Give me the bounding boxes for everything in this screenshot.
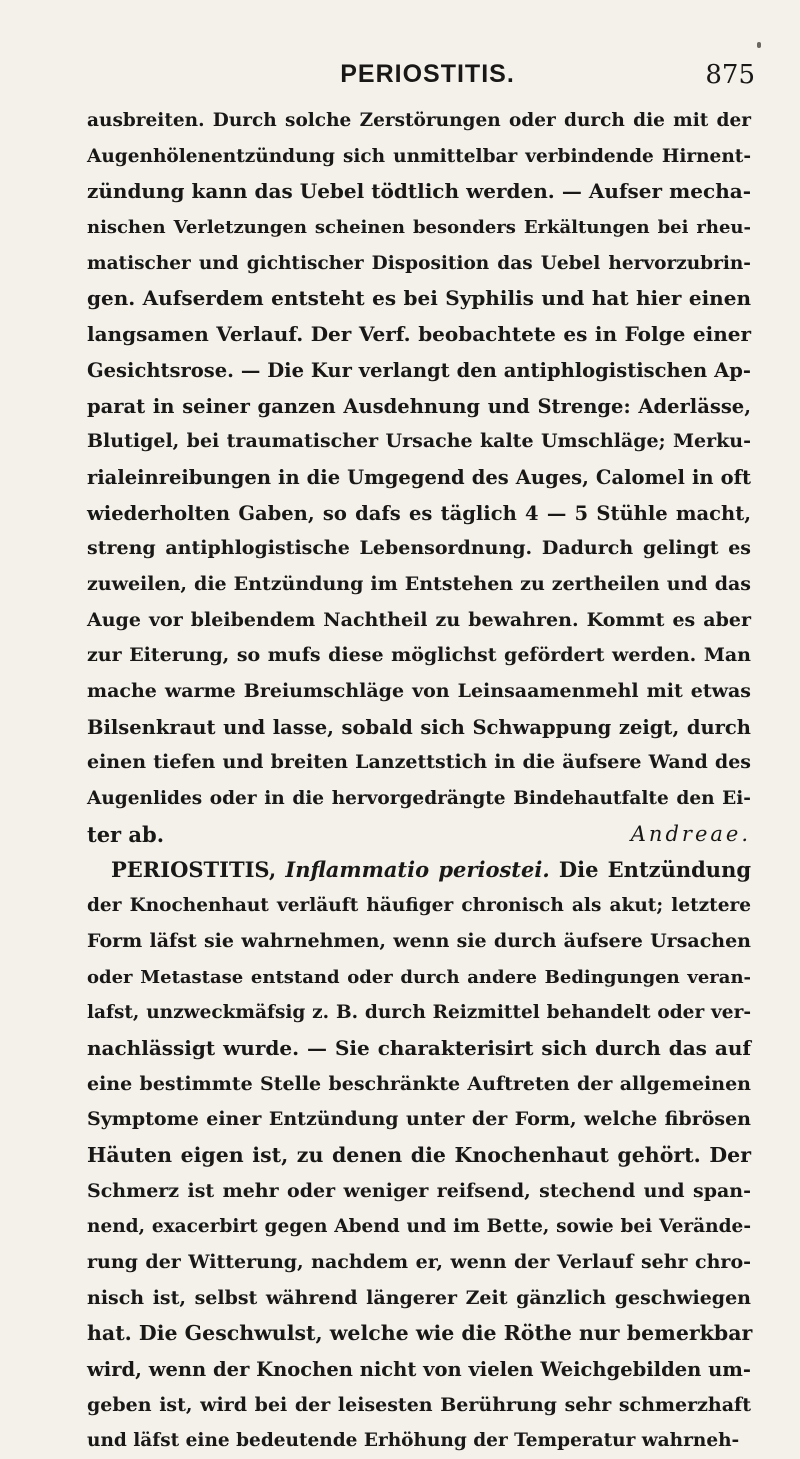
text-line: zur Eiterung, so mufs diese möglichst gefördert werden. Man — [87, 644, 751, 667]
text-line: zündung kann das Uebel tödtlich werden. — Aufser mecha- — [87, 179, 751, 204]
article-latin-name: Inflammatio periostei. — [285, 857, 550, 883]
text-line: hat. Die Geschwulst, welche wie die Röthe nur bemerkbar — [87, 1321, 753, 1346]
text-line: nisch ist, selbst während längerer Zeit gänzlich geschwiegen — [87, 1286, 751, 1309]
text-line: Blutigel, bei traumatischer Ursache kalte Umschläge; Merku- — [87, 430, 751, 453]
running-title: PERIOSTITIS. — [340, 60, 515, 88]
text-line: wiederholten Gaben, so dafs es täglich 4 — 5 Stühle macht, — [87, 501, 751, 525]
article-first-line-rest: Die Entzündung — [558, 857, 752, 883]
text-line: Bilsenkraut und lasse, sobald sich Schwappung zeigt, durch — [87, 715, 751, 739]
text-line: Augenhölenentzündung sich unmittelbar verbindende Hirnent- — [87, 145, 751, 167]
text-line: gen. Aufserdem entsteht es bei Syphilis und hat hier einen — [87, 286, 751, 311]
article-first-line — [87, 852, 751, 888]
text-line: mache warme Breiumschläge von Leinsaamenmehl mit etwas — [87, 680, 751, 702]
text-line: lafst, unzweckmäfsig z. B. durch Reizmittel behandelt oder ver- — [87, 1002, 751, 1024]
text-line: und läfst eine bedeutende Erhöhung der Temperatur wahrneh- — [87, 1430, 740, 1452]
text-line: langsamen Verlauf. Der Verf. beobachtete es in Folge einer — [87, 322, 751, 347]
text-line: zuweilen, die Entzündung im Entstehen zu zertheilen und das — [87, 572, 751, 595]
text-line: eine bestimmte Stelle beschränkte Auftreten der allgemeinen — [87, 1072, 751, 1095]
author-signature: Andreae. — [630, 821, 751, 846]
article-heading: PERIOSTITIS, — [111, 857, 277, 883]
text-line: streng antiphlogistische Lebensordnung. Dadurch gelingt es — [87, 537, 751, 560]
text-line: rung der Witterung, nachdem er, wenn der Verlauf sehr chro- — [87, 1251, 751, 1273]
text-line: Auge vor bleibendem Nachtheil zu bewahren. Kommt es aber — [87, 608, 751, 631]
text-line: parat in seiner ganzen Ausdehnung und Strenge: Aderlässe, — [87, 394, 751, 418]
text-line: Form läfst sie wahrnehmen, wenn sie durch äufsere Ursachen — [87, 929, 751, 952]
closing-text: ter ab. — [87, 821, 165, 847]
text-line: nischen Verletzungen scheinen besonders Erkältungen bei rheu- — [87, 217, 751, 239]
text-line: nachlässigt wurde. — Sie charakterisirt sich durch das auf — [87, 1035, 751, 1060]
text-line: Schmerz ist mehr oder weniger reifsend, stechend und span- — [87, 1179, 751, 1202]
page-speck — [757, 42, 761, 48]
page-number: 875 — [705, 60, 755, 90]
text-line: Häuten eigen ist, zu denen die Knochenhaut gehört. Der — [87, 1142, 751, 1167]
text-line: Augenlides oder in die hervorgedrängte Bindehautfalte den Ei- — [87, 788, 751, 810]
text-line: matischer und gichtischer Disposition das Uebel hervorzubrin- — [87, 252, 751, 274]
text-line: wird, wenn der Knochen nicht von vielen Weichgebilden um- — [87, 1358, 751, 1382]
text-line: nend, exacerbirt gegen Abend und im Bette, sowie bei Verände- — [87, 1216, 751, 1238]
text-line: Symptome einer Entzündung unter der Form, welche fibrösen — [87, 1108, 751, 1131]
text-line: ausbreiten. Durch solche Zerstörungen oder durch die mit der — [87, 110, 751, 131]
text-line: einen tiefen und breiten Lanzettstich in die äufsere Wand des — [87, 751, 751, 774]
text-line: geben ist, wird bei der leisesten Berührung sehr schmerzhaft — [87, 1393, 751, 1416]
text-line: Gesichtsrose. — Die Kur verlangt den antiphlogistischen Ap- — [87, 358, 751, 382]
closing-line — [87, 817, 751, 853]
text-line: rialeinreibungen in die Umgegend des Auges, Calomel in oft — [87, 465, 751, 489]
text-line: der Knochenhaut verläuft häufiger chronisch als akut; letztere — [87, 895, 751, 917]
body-text — [87, 103, 751, 1459]
running-header — [100, 60, 755, 100]
text-line: oder Metastase entstand oder durch andere Bedingungen veran- — [87, 966, 751, 988]
